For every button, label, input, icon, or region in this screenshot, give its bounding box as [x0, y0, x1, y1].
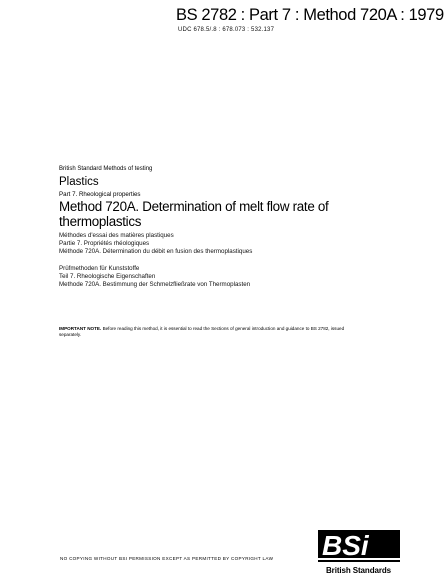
method-title: Method 720A. Determination of melt flow rate of thermoplastics	[59, 199, 329, 229]
part-title: Part 7. Rheological properties	[59, 191, 141, 198]
important-note-label: IMPORTANT NOTE.	[59, 326, 102, 331]
french-title-line1: Méthodes d'essai des matières plastiques	[59, 232, 174, 239]
french-title-line2: Partie 7. Propriétés rhéologiques	[59, 240, 150, 247]
series-title: British Standard Methods of testing	[59, 166, 153, 172]
bsi-wordmark: British Standards	[326, 566, 391, 575]
german-title-line1: Prüfmethoden für Kunststoffe	[59, 265, 140, 272]
important-note	[59, 326, 351, 339]
bsi-logo-letters: BSi	[322, 530, 369, 561]
german-title-line3: Methode 720A. Bestimmung der Schmelzfließrate von Thermoplasten	[59, 281, 251, 288]
french-title-line3: Méthode 720A. Détermination du débit en fusion des thermoplastiques	[59, 248, 253, 255]
document-title: Plastics	[59, 176, 99, 188]
standard-number: BS 2782 : Part 7 : Method 720A : 1979	[176, 6, 444, 24]
important-note-text: Before reading this method, it is essential to read the Sections of general introduction and guidance to BS 2782, issued separately.	[59, 326, 345, 338]
copyright-notice: NO COPYING WITHOUT BSI PERMISSION EXCEPT AS PERMITTED BY COPYRIGHT LAW	[60, 556, 274, 561]
udc-classification: UDC 678.5/.8 : 678.073 : 532.137	[178, 27, 275, 33]
german-title-line2: Teil 7. Rheologische Eigenschaften	[59, 273, 156, 280]
